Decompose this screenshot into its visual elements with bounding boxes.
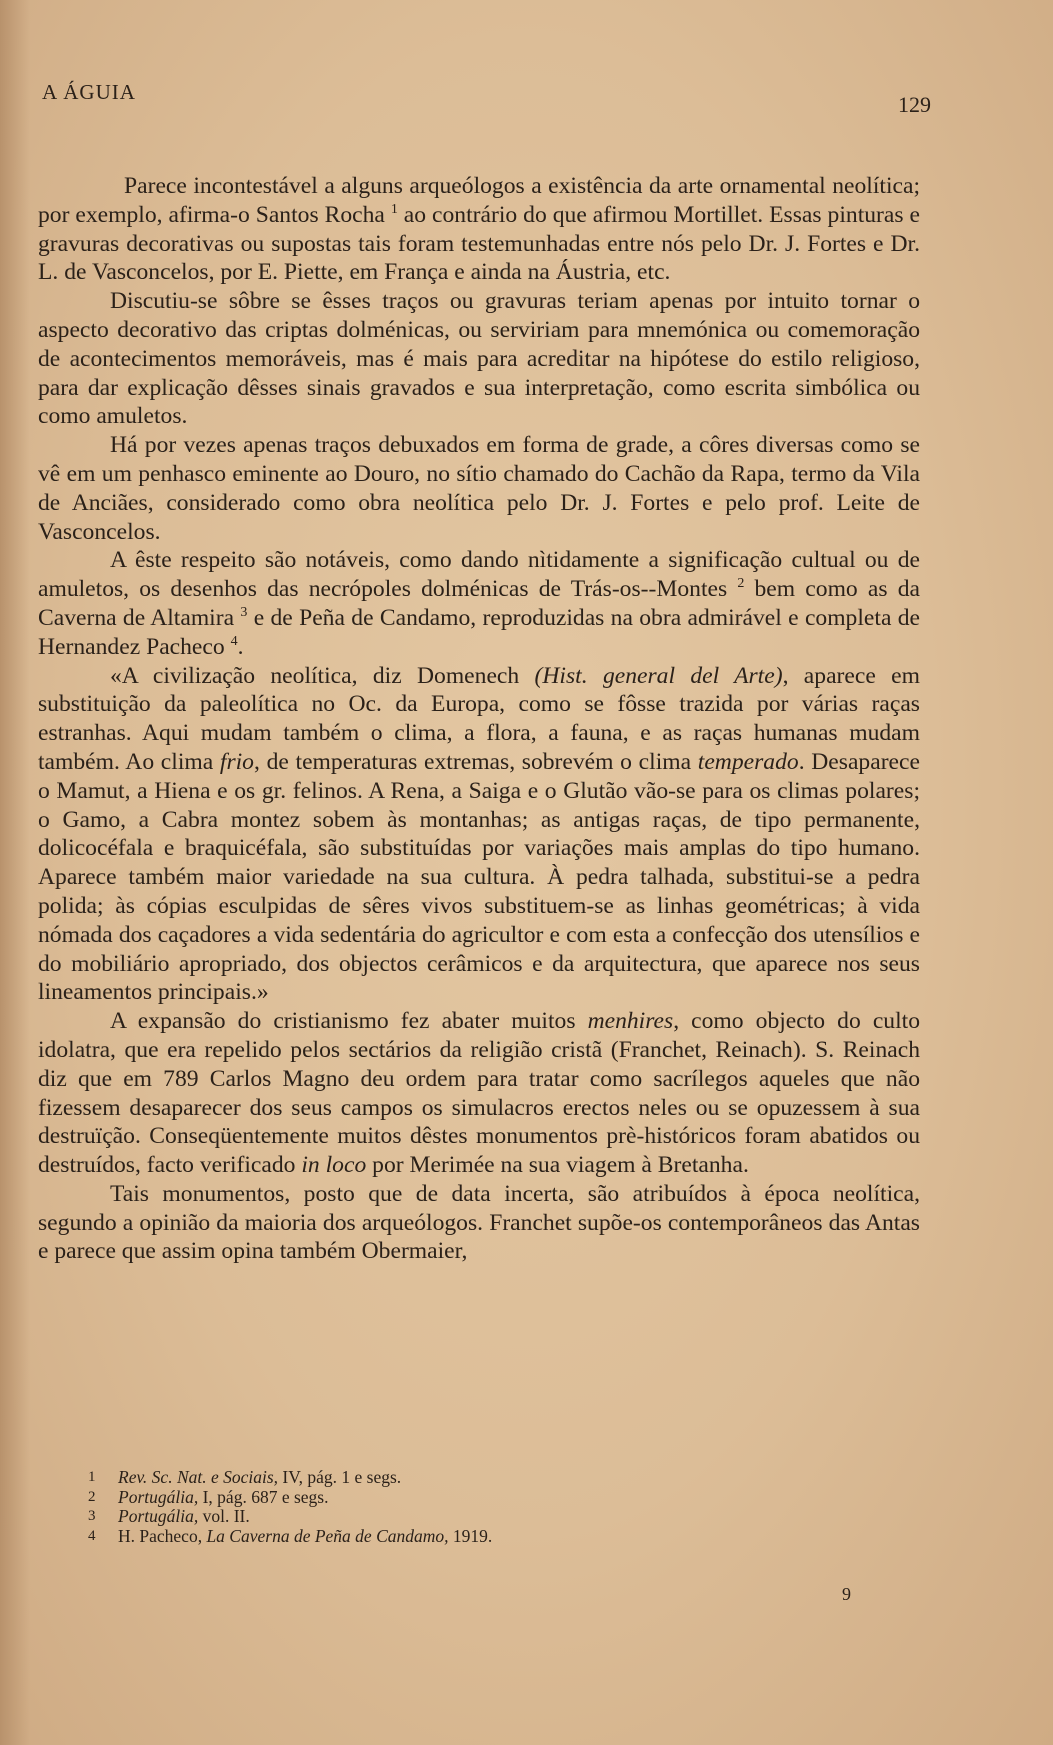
paragraph-7: Tais monumentos, posto que de data incerta, são atribuídos à época neolítica, segundo a opinião da maioria dos arqueólogos. Franchet supõe-os contemporâneos das Antas e parece que assim opina também Obermaier, (38, 1180, 920, 1265)
text-run: A expansão do cristianismo fez abater muitos (110, 1008, 588, 1035)
footnote-number: 1 (88, 1469, 96, 1485)
page-number: 129 (898, 92, 931, 117)
footnote-number: 3 (88, 1508, 96, 1525)
footnote-text: 1919. (448, 1525, 493, 1546)
text-run: , aparece em substituição da paleolítica no Oc. da Europa, como se fôsse trazida por várias raças estranhas. Aqui mudam também o clima, a flora, a fauna, e as raças humanas mudam também. Ao clima (38, 662, 920, 775)
running-head: A ÁGUIA (42, 80, 136, 104)
body-text (38, 172, 920, 1266)
footnote-text: vol. II. (198, 1506, 250, 1527)
text-run: , como objecto do culto idolatra, que era repelido pelos sectários da religião cristã (Franchet, Reinach). S. Reinach diz que em 789 Carlos Magno deu ordem para tratar como sacrílegos aqueles que não fizessem desaparecer dos seus campos os simulacros erectos neles ou se opuzessem à sua destruïção. Conseqüentemente muitos dêstes monumentos prè-históricos foram abatidos ou destruídos, facto verificado (38, 1008, 920, 1179)
italic-run: temperado (697, 748, 799, 775)
paragraph-1 (38, 172, 920, 287)
text-run: , de temperaturas extremas, sobrevém o clima (253, 748, 698, 775)
footnote-text: IV, pág. 1 e segs. (278, 1467, 402, 1487)
footnote-3 (88, 1507, 848, 1527)
footnote-4 (88, 1527, 848, 1547)
footnotes (88, 1468, 848, 1546)
paragraph-3: Há por vezes apenas traços debuxados em forma de grade, a côres diversas como se vê em um penhasco eminente ao Douro, no sítio chamado do Cachão da Rapa, termo da Vila de Anciães, considerado como obra neolítica pelo Dr. J. Fortes e pelo prof. Leite de Vasconcelos. (38, 432, 920, 545)
text-run: . (237, 633, 244, 660)
text-run: Parece incontestável a alguns arqueólogos a existência da arte ornamental neolítica; por exemplo, afirma-o Santos Rocha (38, 173, 920, 228)
footnote-ref-4: 4 (230, 633, 238, 649)
text-run: «A civilização neolítica, diz Domenech (110, 662, 535, 689)
footnote-title: Portugália, (118, 1486, 199, 1507)
footnote-number: 4 (88, 1527, 96, 1544)
footnote-text: H. Pacheco, (118, 1525, 207, 1546)
text-run: A êste respeito são notáveis, como dando nìtidamente a significação cultual ou de amuletos, os desenhos das necrópoles dolménicas de Trás-os--Montes (38, 547, 920, 603)
italic-run: (Hist. general del Arte) (534, 662, 783, 689)
footnote-ref-2: 2 (737, 576, 745, 592)
italic-run: frio (219, 748, 254, 775)
text-run: e de Peña de Candamo, reproduzidas na obra admirável e completa de Hernandez Pacheco (38, 604, 921, 660)
paragraph-2: Discutiu-se sôbre se êsses traços ou gravuras teriam apenas por intuito tornar o aspecto decorativo das criptas dolménicas, ou serviriam para mnemónica ou comemoração de acontecimentos memoráveis, mas é mais para acreditar na hipótese do estilo religioso, para dar explicação dêsses sinais gravados e sua interpretação, como escrita simbólica ou como amuletos. (38, 288, 920, 430)
footnote-title: Portugália, (118, 1506, 199, 1527)
text-run: por Merimée na sua viagem à Bretanha. (366, 1152, 749, 1179)
text-run: . Desaparece o Mamut, a Hiena e os gr. felinos. A Rena, a Saiga e o Glutão vão-se para os climas polares; o Gamo, a Cabra montez sobem às montanhas; as antigas raças, de tipo permanente, dolicocéfala e braquicéfala, são substituídas por variações mais amplas do tipo humano. Aparece também maior variedade na sua cultura. À pedra talhada, substitui-se a pedra polida; às cópias esculpidas de sêres vivos substituem-se as linhas geométricas; à vida nómada dos caçadores a vida sedentária do agricultor e com esta a confecção dos utensílios e do mobiliário apropriado, dos objectos cerâmicos e da arquitectura, que aparece nos seus lineamentos principais.» (38, 748, 920, 1006)
footnote-title: Rev. Sc. Nat. e Sociais, (118, 1467, 279, 1487)
text-run: bem como as da Caverna de Altamira (38, 576, 920, 631)
footnote-number: 2 (88, 1488, 96, 1505)
footnote-title: La Caverna de Peña de Candamo, (206, 1525, 449, 1546)
footnote-text: I, pág. 687 e segs. (198, 1486, 329, 1507)
italic-run: menhires (587, 1008, 674, 1035)
footnote-2 (88, 1488, 848, 1508)
text-run: ao contrário do que afirmou Mortillet. Essas pinturas e gravuras decorativas ou supostas tais foram testemunhadas entre nós pelo Dr. J. Fortes e Dr. L. de Vasconcelos, por E. Piette, em França e ainda na Áustria, etc. (38, 201, 920, 286)
paragraph-6 (38, 1007, 920, 1180)
footnote-ref-1: 1 (390, 201, 398, 217)
footnote-ref-3: 3 (240, 604, 248, 620)
signature-mark: 9 (842, 1584, 851, 1604)
footnote-1 (88, 1468, 848, 1488)
paragraph-4 (38, 546, 920, 661)
paragraph-5-quotation (38, 662, 920, 1008)
italic-run: in loco (301, 1152, 367, 1179)
